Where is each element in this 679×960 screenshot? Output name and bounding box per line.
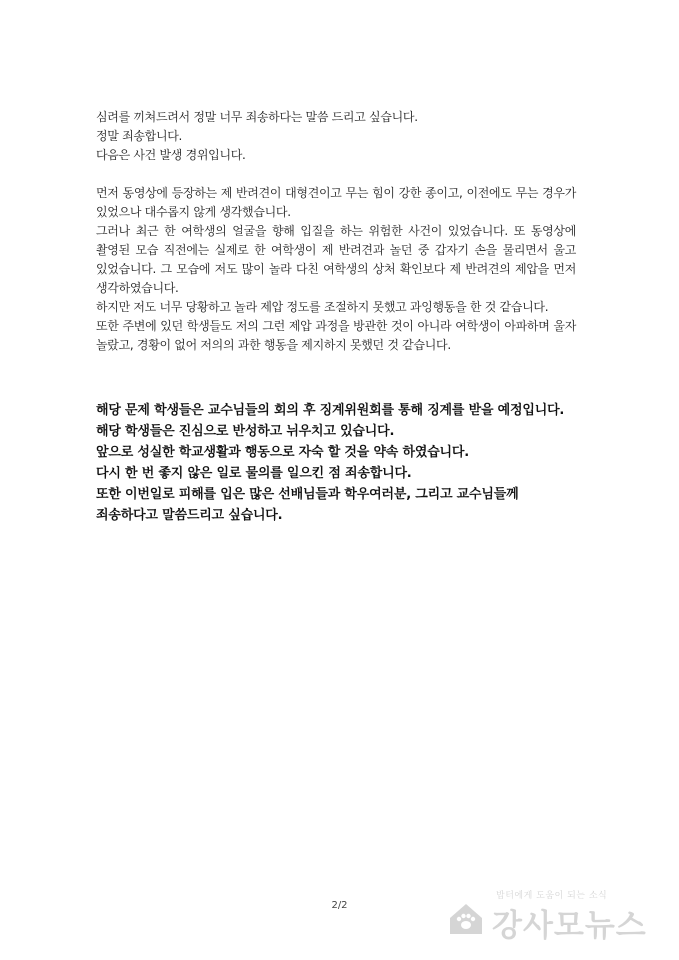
account-paragraph: 먼저 동영상에 등장하는 제 반려견이 대형견이고 무는 힘이 강한 종이고, 이전에도 무는 경우가 있었으나 대수롭지 않게 생각했습니다.: [96, 186, 576, 219]
notice-line: 해당 문제 학생들은 교수님들의 회의 후 징계위원회를 통해 징계를 받을 예정입니다.: [96, 403, 565, 418]
opening-line: 정말 죄송합니다.: [96, 129, 183, 143]
opening-line: 다음은 사건 발생 경위입니다.: [96, 148, 246, 162]
notice-line: 또한 이번일로 피해를 입은 많은 선배님들과 학우여러분, 그리고 교수님들께 죄송하다고 말씀드리고 싶습니다.: [96, 487, 519, 523]
notice-line: 다시 한 번 좋지 않은 일로 물의를 일으킨 점 죄송합니다.: [96, 466, 412, 481]
watermark-name: 강사모뉴스: [492, 908, 647, 944]
opening-line: 심려를 끼쳐드려서 정말 너무 죄송하다는 말씀 드리고 싶습니다.: [96, 110, 418, 124]
account-paragraph: 또한 주변에 있던 학생들도 저의 그런 제압 과정을 방관한 것이 아니라 여학생이 아파하며 울자 놀랐고, 경황이 없어 저의의 과한 행동을 제지하지 못했던 것 같습니다.: [96, 319, 576, 352]
page-number: 2/2: [331, 900, 348, 911]
notice-block: [96, 400, 578, 526]
letter-body: [96, 108, 576, 355]
notice-line: 해당 학생들은 진심으로 반성하고 뉘우치고 있습니다.: [96, 424, 395, 439]
account-paragraph: 하지만 저도 너무 당황하고 놀라 제압 정도를 조절하지 못했고 과잉행동을 한 것 같습니다.: [96, 300, 549, 314]
paw-house-icon: [446, 898, 486, 938]
watermark-tagline: 밥터에게 도움이 되는 소식: [496, 891, 608, 901]
paragraph-spacer: [96, 165, 576, 184]
account-paragraph: 그러나 최근 한 여학생의 얼굴을 향해 입질을 하는 위험한 사건이 있었습니다. 또 동영상에 촬영된 모습 직전에는 실제로 한 여학생이 제 반려견과 놀던 중 갑자기 손을 물리면서 울고 있었습니다. 그 모습에 저도 많이 놀라 다친 여학생의 상처 확인보다 제 반려견의 제압을 먼저 생각하였습니다.: [96, 224, 576, 295]
notice-line: 앞으로 성실한 학교생활과 행동으로 자숙 할 것을 약속 하였습니다.: [96, 445, 470, 460]
watermark: [446, 886, 661, 944]
